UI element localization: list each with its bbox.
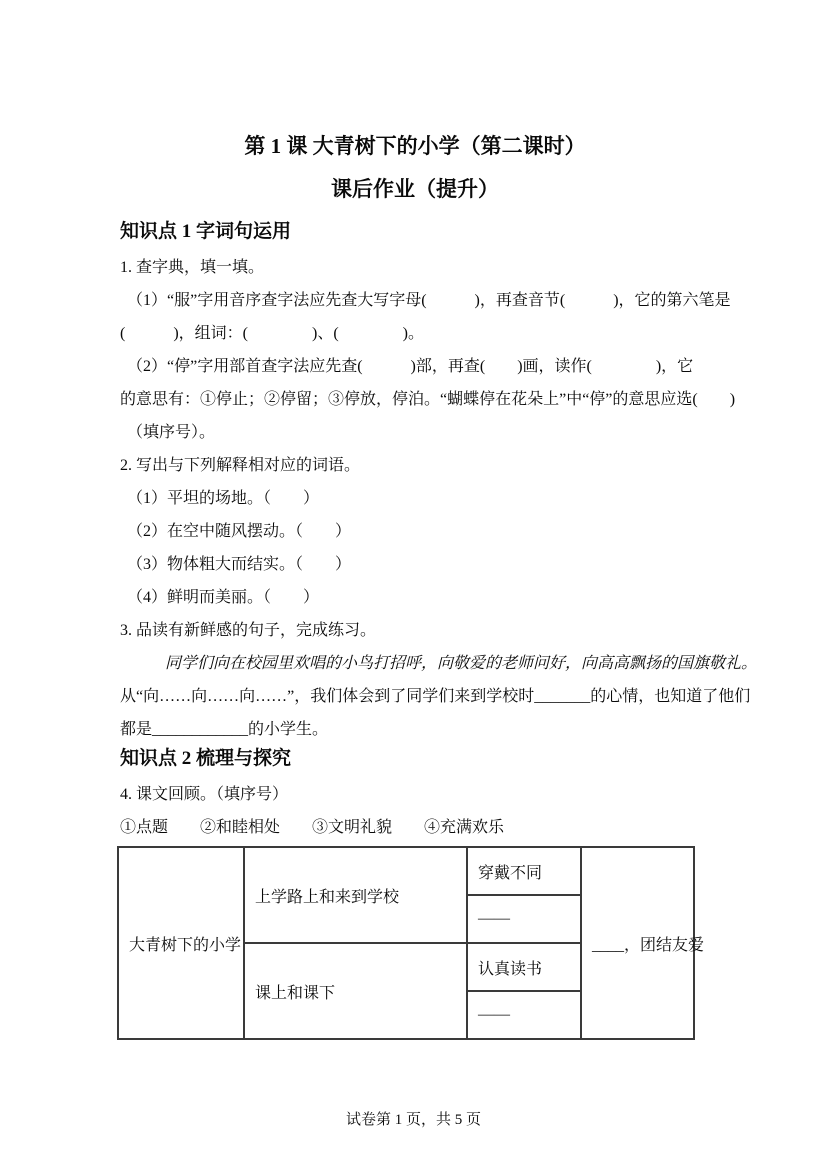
q2-item4: （4）鲜明而美丽。（ ）: [127, 589, 320, 606]
q4-options: ①点题 ②和睦相处 ③文明礼貌 ④充满欢乐: [120, 819, 505, 836]
q2-item3: （3）物体粗大而结实。（ ）: [127, 556, 352, 573]
table-cell-summary: ____，团结友爱: [581, 847, 694, 1039]
q4-stem: 4. 课文回顾。（填序号）: [120, 786, 289, 803]
q2-stem: 2. 写出与下列解释相对应的词语。: [120, 457, 361, 474]
q3-quoted-sentence: 同学们向在校园里欢唱的小鸟打招呼，向敬爱的老师问好，向高高飘扬的国旗敬礼。: [165, 655, 758, 672]
worksheet-content: [0, 134, 827, 1040]
q2-item1: （1）平坦的场地。（ ）: [127, 490, 320, 507]
table-cell-detail-3: 认真读书: [467, 943, 581, 991]
table-cell-detail-2: ——: [467, 895, 581, 943]
table-cell-topic: 大青树下的小学: [118, 847, 244, 1039]
review-table: [117, 846, 705, 1040]
q1-item1-line2: ( )，组词：( )、( )。: [120, 325, 424, 342]
table-cell-detail-4: ——: [467, 991, 581, 1039]
section1-body: [120, 251, 758, 746]
table-row: [118, 847, 694, 895]
table-cell-detail-1: 穿戴不同: [467, 847, 581, 895]
table-cell-scene-1: 上学路上和来到学校: [244, 847, 467, 943]
q1-item2-line1: （2）“停”字用部首查字法应先查( )部，再查( )画，读作( )，它: [127, 358, 694, 375]
q3-stem: 3. 品读有新鲜感的句子，完成练习。: [120, 622, 377, 639]
document-title: 第 1 课 大青树下的小学（第二课时）: [244, 134, 586, 158]
q1-item2-line2: 的意思有：①停止；②停留；③停放，停泊。“蝴蝶停在花朵上”中“停”的意思应选( ): [120, 391, 736, 408]
q1-item1-line1: （1）“服”字用音序查字法应先查大写字母( )，再查音节( )，它的第六笔是: [127, 292, 731, 309]
q3-line3: 都是____________的小学生。: [120, 721, 329, 738]
table-cell-scene-2: 课上和课下: [244, 943, 467, 1039]
q1-stem: 1. 查字典，填一填。: [120, 259, 265, 276]
q2-item2: （2）在空中随风摆动。（ ）: [127, 523, 352, 540]
q3-line2: 从“向……向……向……”，我们体会到了同学们来到学校时_______的心情，也知道了他们: [120, 688, 751, 705]
page-footer: 试卷第 1 页，共 5 页: [345, 1112, 481, 1128]
section1-heading: 知识点 1 字词句运用: [120, 221, 292, 242]
document-subtitle: 课后作业（提升）: [331, 177, 499, 201]
q1-item2-line3: （填序号）。: [127, 424, 216, 441]
section2-heading: 知识点 2 梳理与探究: [120, 748, 292, 769]
